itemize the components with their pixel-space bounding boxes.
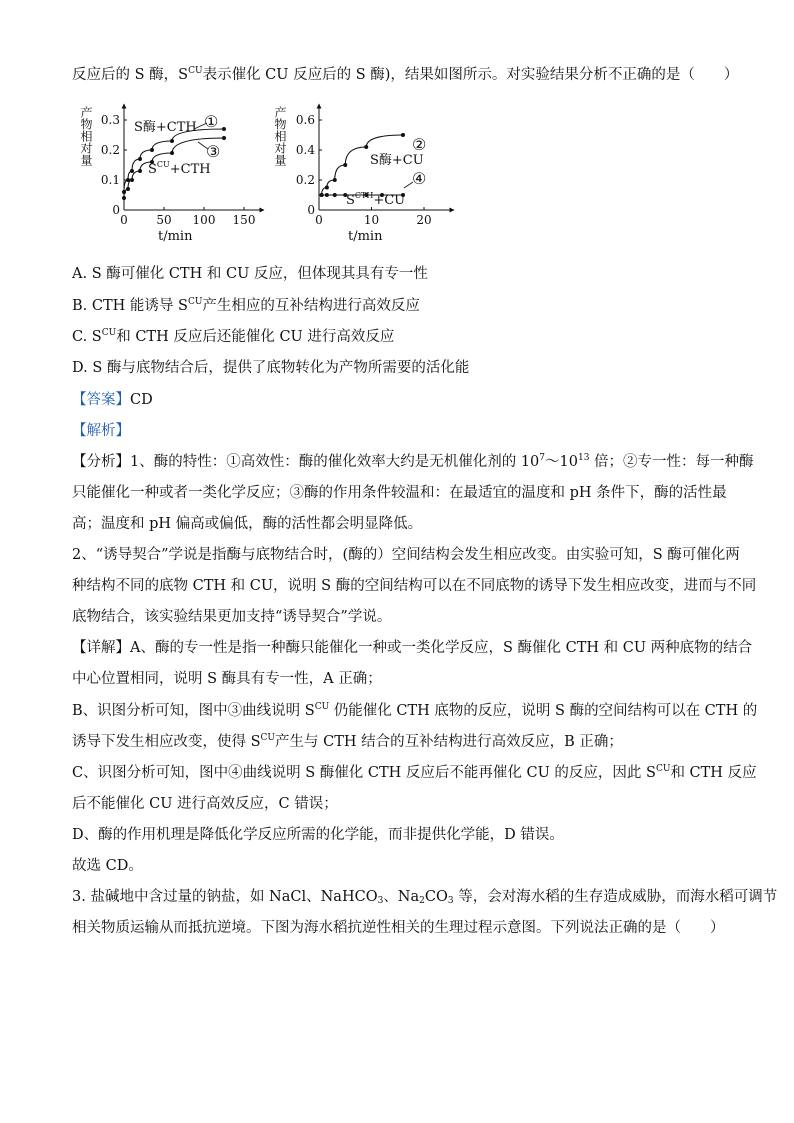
chart-1-ylabel: 产物相对量 (79, 106, 93, 166)
detail-a-line2: 中心位置相同，说明 S 酶具有专一性，A 正确； (72, 671, 382, 687)
data-point (333, 193, 337, 197)
chart-1 (79, 104, 264, 244)
chart-2-marker-4: ④ (412, 169, 427, 188)
data-point (320, 193, 324, 197)
option-d: D. S 酶与底物结合后，提供了底物转化为产物所需要的活化能 (72, 360, 470, 376)
data-point (150, 148, 154, 152)
chart-2-xlabel: t/min (348, 229, 383, 244)
figure (78, 98, 458, 248)
analysis-p2-line3: 底物结合，该实验结果更加支持“诱导契合”学说。 (72, 609, 392, 625)
chart-1-marker-1: ① (204, 112, 219, 131)
y-tick-label: 0.3 (100, 113, 120, 127)
x-tick-label: 150 (232, 213, 256, 227)
data-point (138, 157, 142, 161)
q3-line1: 3. 盐碱地中含过量的钠盐，如 NaCl、NaHCO$_3$、$Na_2CO_3$ 等，会对海水稻的生存造成威胁，而海水稻可调节 (72, 889, 778, 906)
y-tick-label: 0.6 (295, 113, 315, 127)
data-point (130, 178, 134, 182)
y-tick-label: 0 (112, 203, 120, 217)
data-point (138, 169, 142, 173)
y-tick-label: 0.4 (295, 143, 315, 157)
data-point (170, 151, 174, 155)
detail-c-line1: C、识图分析可知，图中④曲线说明 S 酶催化 CTH 反应后不能再催化 CU 的反应，因此 $S^{CU}$和 CTH 反应 (72, 764, 757, 781)
detail-a-line1: 【详解】A、酶的专一性是指一种酶只能催化一种或一类化学反应，S 酶催化 CTH 和 CU 两种底物的结合 (72, 640, 753, 656)
option-b: B. CTH 能诱导 $S^{CU}$产生相应的互补结构进行高效反应 (72, 297, 420, 314)
chart-2-ylabel: 产物相对量 (273, 106, 287, 166)
data-point (343, 163, 347, 167)
intro-line: 反应后的 S 酶，$S^{CU}$表示催化 CU 反应后的 S 酶)，结果如图所示。对实验结果分析不正确的是（ ） (72, 66, 739, 83)
data-point (130, 169, 134, 173)
chart-2-label-s2: S酶+CU (370, 153, 424, 168)
x-tick-label: 0 (315, 213, 323, 227)
q3-line2: 相关物质运输从而抵抗逆境。下图为海水稻抗逆性相关的生理过程示意图。下列说法正确的是（ ） (72, 920, 725, 936)
x-tick-label: 10 (363, 213, 380, 227)
answer-bracket: 【答案】 (72, 392, 130, 408)
option-c: C. $S^{CU}$和 CTH 反应后还能催化 CU 进行高效反应 (72, 328, 395, 345)
detail-d-line1: D、酶的作用机理是降低化学反应所需的化学能，而非提供化学能，D 错误。 (72, 827, 564, 843)
chart-2 (273, 104, 454, 244)
chart-1-marker-3: ③ (206, 142, 221, 161)
y-tick-label: 0.1 (100, 173, 120, 187)
analysis-p1-line2: 只能催化一种或者一类化学反应；③酶的作用条件较温和：在最适宜的温度和 pH 条件下，酶的活性最 (72, 485, 727, 501)
data-point (170, 139, 174, 143)
x-tick-label: 100 (192, 213, 216, 227)
x-tick-label: 20 (416, 213, 432, 227)
analysis-p1-line3: 高；温度和 pH 偏高或偏低，酶的活性都会明显降低。 (72, 516, 423, 532)
data-point (364, 145, 368, 149)
answer-line (72, 390, 153, 410)
detail-c-line2: 后不能催化 CU 进行高效反应，C 错误； (72, 796, 338, 812)
analysis-p2-line2: 种结构不同的底物 CTH 和 CU，说明 S 酶的空间结构可以在不同底物的诱导下发生相应改变，进而与不同 (72, 578, 757, 594)
analysis-p1-line1: 【分析】1、酶的特性：①高效性：酶的催化效率大约是无机催化剂的 $10^7\sim 10^{13}$ 倍；②专一性：每一种酶 (72, 453, 754, 470)
analysis-heading: 【解析】 (72, 423, 130, 439)
y-tick-label: 0 (307, 203, 315, 217)
y-tick-label: 0.2 (100, 143, 120, 157)
data-point (325, 186, 329, 190)
data-point (222, 136, 226, 140)
detail-b-line2: 诱导下发生相应改变，使得 $S^{CU}$产生与 CTH 结合的互补结构进行高效反应，B 正确； (72, 733, 623, 750)
chart-1-label-s1: S酶+CTH (134, 120, 197, 135)
data-point (122, 196, 126, 200)
chart-2-label-s4: $S^{CTH}+CU$ (346, 191, 406, 208)
data-point (126, 187, 130, 191)
chart-1-label-s3: $S^{CU}+CTH$ (148, 160, 211, 177)
data-point (222, 127, 226, 131)
y-tick-label: 0.2 (295, 173, 315, 187)
analysis-p2-line1: 2、“诱导契合”学说是指酶与底物结合时，(酶的）空间结构会发生相应改变。由实验可知，S 酶可催化两 (72, 547, 740, 563)
answer-text: CD (130, 392, 153, 408)
data-point (325, 193, 329, 197)
x-tick-label: 50 (156, 213, 172, 227)
chart-1-xlabel: t/min (158, 229, 193, 244)
data-point (333, 178, 337, 182)
x-tick-label: 0 (120, 213, 128, 227)
detail-conclusion: 故选 CD。 (72, 858, 143, 874)
option-a: A. S 酶可催化 CTH 和 CU 反应，但体现其具有专一性 (72, 266, 428, 282)
chart-2-marker-2: ② (412, 135, 427, 154)
detail-b-line1: B、识图分析可知，图中③曲线说明 $S^{CU}$ 仍能催化 CTH 底物的反应，说明 S 酶的空间结构可以在 CTH 的 (72, 702, 758, 719)
data-point (401, 133, 405, 137)
